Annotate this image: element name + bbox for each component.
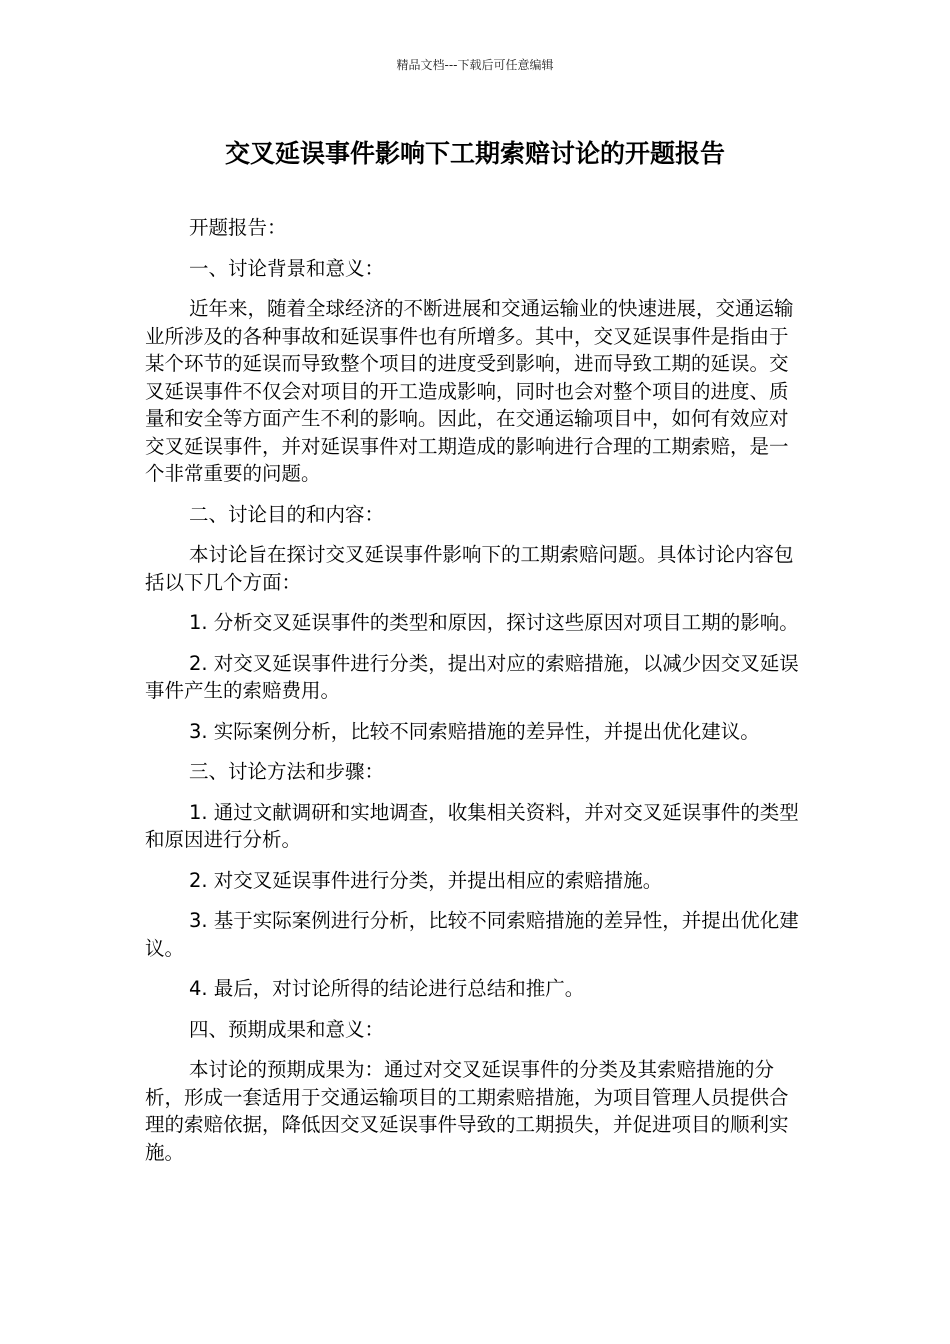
document-title: 交叉延误事件影响下工期索赔讨论的开题报告 [224,139,725,168]
section-heading-methods: 三、讨论方法和步骤： [189,760,385,783]
section-heading-outcomes: 四、预期成果和意义： [189,1017,385,1041]
section-heading-background: 一、讨论背景和意义： [189,256,385,280]
page-header: 精品文档---下载后可任意编辑 [396,58,554,72]
method-item-3: 3. 基于实际案例进行分析，比较不同索赔措施的差异性，并提出优化建议。 [145,909,799,960]
method-item-2: 2. 对交叉延误事件进行分类，并提出相应的索赔措施。 [189,868,663,892]
outcomes-paragraph: 本讨论的预期成果为：通过对交叉延误事件的分类及其索赔措施的分析，形成一套适用于交通运输项目的工期索赔措施，为项目管理人员提供合理的索赔依据，降低因交叉延误事件导致的工期损失，并促进项目的顺利实施。 [145,1058,789,1164]
purpose-item-1: 1. 分析交叉延误事件的类型和原因，探讨这些原因对项目工期的影响。 [189,611,799,634]
purpose-item-2: 2. 对交叉延误事件进行分类，提出对应的索赔措施，以减少因交叉延误事件产生的索赔费用。 [145,651,799,702]
document-body [145,214,805,1179]
section-heading-purpose: 二、讨论目的和内容： [189,502,385,526]
background-paragraph: 近年来，随着全球经济的不断进展和交通运输业的快速进展，交通运输业所涉及的各种事故和延误事件也有所增多。其中，交叉延误事件是指由于某个环节的延误而导致整个项目的进度受到影响，进而导致工期的延误。交叉延误事件不仅会对项目的开工造成影响，同时也会对整个项目的进度、质量和安全等方面产生不利的影响。因此，在交通运输项目中，如何有效应对交叉延误事件，并对延误事件对工期造成的影响进行合理的工期索赔，是一个非常重要的问题。 [145,297,794,485]
method-item-4: 4. 最后，对讨论所得的结论进行总结和推广。 [189,977,585,1000]
purpose-paragraph: 本讨论旨在探讨交叉延误事件影响下的工期索赔问题。具体讨论内容包括以下几个方面： [145,543,794,594]
purpose-item-3: 3. 实际案例分析，比较不同索赔措施的差异性，并提出优化建议。 [189,719,760,743]
report-label: 开题报告： [189,216,287,239]
method-item-1: 1. 通过文献调研和实地调查，收集相关资料，并对交叉延误事件的类型和原因进行分析。 [145,800,799,851]
